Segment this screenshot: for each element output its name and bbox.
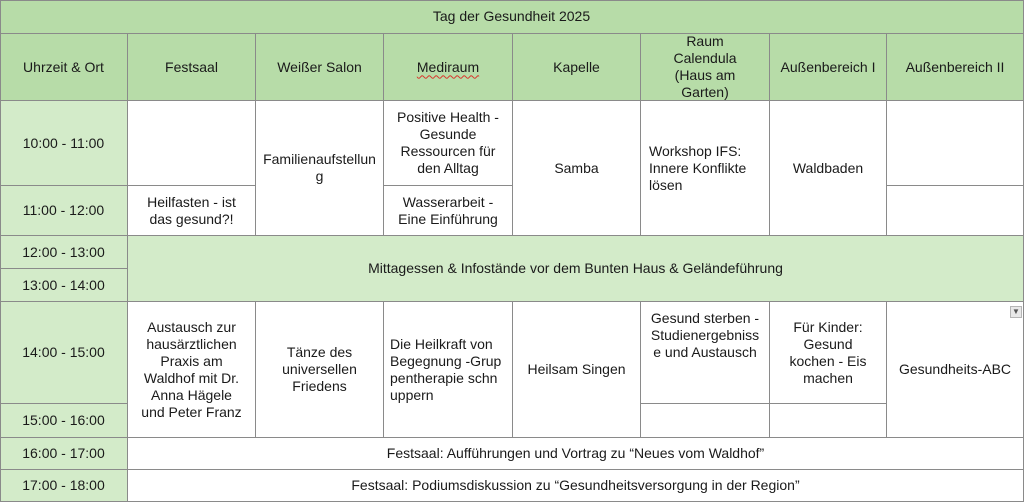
event-waldbaden[interactable]: Waldbaden: [770, 101, 887, 236]
time-cell[interactable]: 14:00 - 15:00: [0, 302, 128, 404]
event-gesundheits-abc[interactable]: Gesundheits-ABC: [887, 302, 1024, 438]
header-weisser-salon[interactable]: Weißer Salon: [256, 34, 384, 101]
cell-festsaal-10[interactable]: [128, 101, 256, 186]
event-austausch-praxis[interactable]: Austausch zur hausärztlichen Praxis am Waldhof mit Dr. Anna Hägele und Peter Franz: [128, 302, 256, 438]
event-fuer-kinder[interactable]: Für Kinder: Gesund kochen - Eis machen: [770, 302, 887, 404]
time-cell[interactable]: 10:00 - 11:00: [0, 101, 128, 186]
event-taenze[interactable]: Tänze des universellen Friedens: [256, 302, 384, 438]
time-cell[interactable]: 13:00 - 14:00: [0, 269, 128, 302]
cell-aussenbereich-2-11[interactable]: [887, 186, 1024, 236]
header-mediraum[interactable]: [384, 34, 513, 101]
header-mediraum-label: Mediraum: [416, 58, 480, 75]
header-aussenbereich-1[interactable]: Außenbereich I: [770, 34, 887, 101]
event-gesund-sterben[interactable]: [641, 302, 770, 404]
event-samba[interactable]: Samba: [513, 101, 641, 236]
event-auffuehrungen[interactable]: Festsaal: Aufführungen und Vortrag zu “Neues vom Waldhof”: [128, 438, 1024, 470]
dropdown-arrow-icon[interactable]: ▼: [1010, 306, 1022, 318]
event-podiumsdiskussion[interactable]: Festsaal: Podiumsdiskussion zu “Gesundheitsversorgung in der Region”: [128, 470, 1024, 502]
event-heilsam-singen[interactable]: Heilsam Singen: [513, 302, 641, 438]
event-heilkraft[interactable]: [384, 302, 513, 438]
time-cell[interactable]: 11:00 - 12:00: [0, 186, 128, 236]
time-cell[interactable]: 15:00 - 16:00: [0, 404, 128, 438]
event-familienaufstellung[interactable]: [256, 101, 384, 236]
event-mittagessen[interactable]: Mittagessen & Infostände vor dem Bunten Haus & Geländeführung: [128, 236, 1024, 302]
sheet-title[interactable]: Tag der Gesundheit 2025: [0, 0, 1024, 34]
event-heilkraft-label: Die Heilkraft von Begegnung -Gruppentherapie schnuppern: [390, 335, 502, 403]
header-raum-calendula[interactable]: Raum Calendula (Haus am Garten): [641, 34, 770, 101]
cell-aussenbereich-2-10[interactable]: [887, 101, 1024, 186]
header-festsaal[interactable]: Festsaal: [128, 34, 256, 101]
cell-aussenbereich-1-15[interactable]: [770, 404, 887, 438]
time-cell[interactable]: 17:00 - 18:00: [0, 470, 128, 502]
header-time-location[interactable]: Uhrzeit & Ort: [0, 34, 128, 101]
event-gesund-sterben-label: Gesund sterben - Studienergebnisse und Austausch: [650, 310, 760, 360]
event-positive-health[interactable]: Positive Health - Gesunde Ressourcen für den Alltag: [384, 101, 513, 186]
event-familienaufstellung-label: Familienaufstellung: [263, 151, 376, 184]
header-kapelle[interactable]: Kapelle: [513, 34, 641, 101]
event-heilfasten[interactable]: Heilfasten - ist das gesund?!: [128, 186, 256, 236]
time-cell[interactable]: 12:00 - 13:00: [0, 236, 128, 269]
time-cell[interactable]: 16:00 - 17:00: [0, 438, 128, 470]
event-wasserarbeit[interactable]: Wasserarbeit - Eine Einführung: [384, 186, 513, 236]
cell-calendula-15[interactable]: [641, 404, 770, 438]
event-workshop-ifs[interactable]: Workshop IFS: Innere Konflikte lösen: [641, 101, 770, 236]
header-aussenbereich-2[interactable]: Außenbereich II: [887, 34, 1024, 101]
